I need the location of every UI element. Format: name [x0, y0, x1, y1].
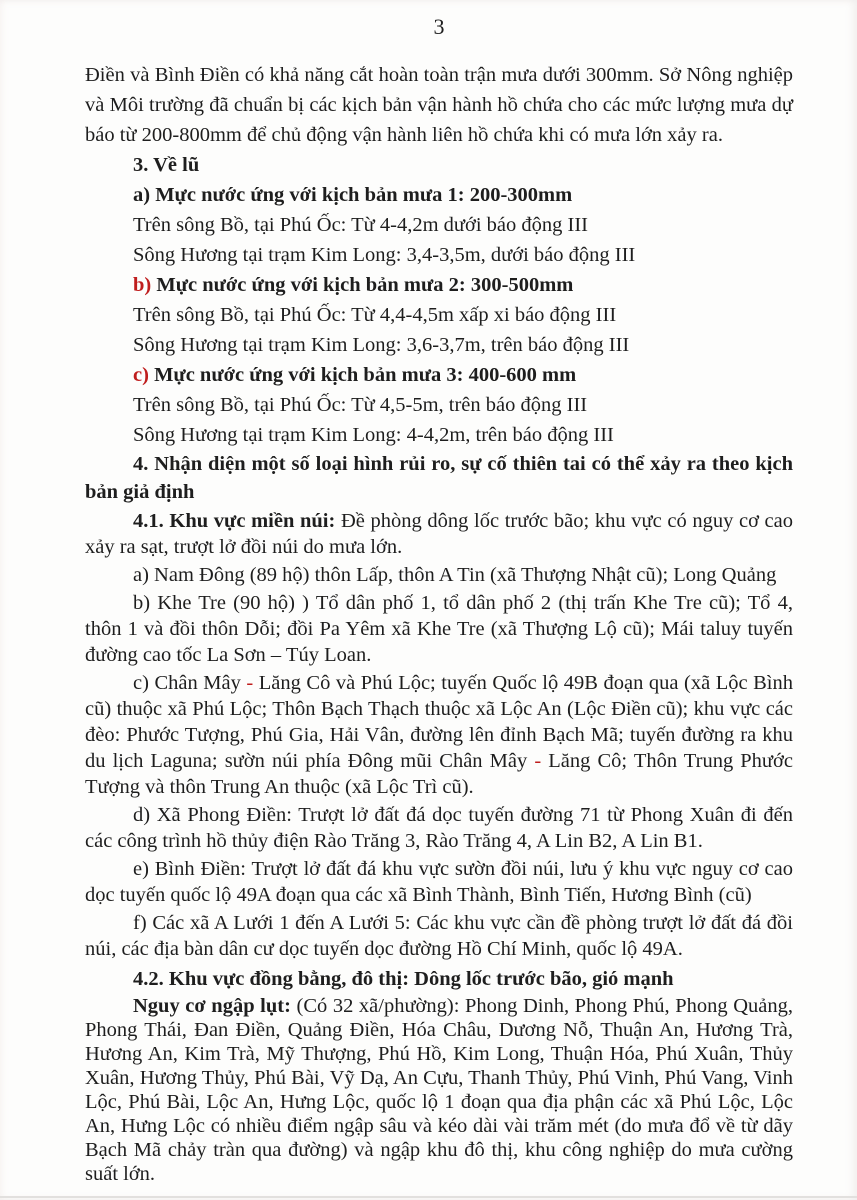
- section-4-heading: 4. Nhận diện một số loại hình rủi ro, sự cố thiên tai có thể xảy ra theo kịch bản giả định: [85, 453, 793, 503]
- section-4-1-paragraph: [85, 508, 793, 560]
- scenario-b-heading: [85, 270, 793, 300]
- section-4-1-lead: 4.1. Khu vực miền núi:: [133, 510, 336, 532]
- scan-edge: [0, 1196, 857, 1198]
- mountain-area-e: e) Bình Điền: Trượt lở đất đá khu vực sườn đồi núi, lưu ý khu vực nguy cơ cao dọc tuyến quốc lộ 49A đoạn qua các xã Bình Thành, Bình Tiến, Hương Bình (cũ): [85, 858, 793, 906]
- red-hyphen: -: [534, 750, 542, 772]
- mountain-area-c: [85, 670, 793, 800]
- mountain-area-a: a) Nam Đông (89 hộ) thôn Lấp, thôn A Tin (xã Thượng Nhật cũ); Long Quảng: [133, 564, 777, 586]
- scenario-b-label: b): [133, 274, 152, 296]
- scenario-a-song-huong: Sông Hương tại trạm Kim Long: 3,4-3,5m, dưới báo động III: [133, 244, 636, 266]
- section-4-2-heading: 4.2. Khu vực đồng bằng, đô thị: Dông lốc trước bão, gió mạnh: [133, 968, 674, 990]
- page-number: 3: [433, 14, 445, 39]
- flood-risk-body: (Có 32 xã/phường): Phong Dinh, Phong Phú, Phong Quảng, Phong Thái, Đan Điền, Quảng Điền, Hóa Châu, Dương Nỗ, Thuận An, Hương Trà, Hương An, Kim Trà, Mỹ Thượng, Phú Hồ, Kim Long, Thuận Hóa, Phú Xuân, Thủy Xuân, Hương Thủy, Phú Bài, Vỹ Dạ, An Cựu, Thanh Thủy, Phú Vinh, Phú Vang, Vinh Lộc, Phú Bài, Lộc An, Hưng Lộc, quốc lộ 1 đoạn qua địa phận các xã Phú Lộc, Lộc An, Hưng Lộc có nhiều điểm ngập sâu và kéo dài vài trăm mét (do mưa đổ về từ dãy Bạch Mã chảy tràn qua đường) và ngập khu đô thị, khu công nghiệp do mưa cường suất lớn.: [85, 995, 793, 1185]
- flood-risk-lead: Nguy cơ ngập lụt:: [133, 995, 291, 1017]
- section-4-1-body: Đề phòng dông lốc trước bão; khu vực có nguy cơ cao xảy ra sạt, trượt lở đồi núi do mưa lớn.: [85, 510, 793, 558]
- mountain-area-d: d) Xã Phong Điền: Trượt lở đất đá dọc tuyến đường 71 từ Phong Xuân đi đến các công trình hồ thủy điện Rào Trăng 3, Rào Trăng 4, A Lin B2, A Lin B1.: [85, 804, 793, 852]
- intro-paragraph: Điền và Bình Điền có khả năng cắt hoàn toàn trận mưa dưới 300mm. Sở Nông nghiệp và Môi trường đã chuẩn bị các kịch bản vận hành hồ chứa cho các mức lượng mưa dự báo từ 200-800mm để chủ động vận hành liên hồ chứa khi có mưa lớn xảy ra.: [85, 64, 793, 146]
- scenario-a-heading: a) Mực nước ứng với kịch bản mưa 1: 200-300mm: [133, 184, 573, 206]
- scenario-c-song-huong: Sông Hương tại trạm Kim Long: 4-4,2m, trên báo động III: [133, 424, 614, 446]
- flood-risk-paragraph: [85, 994, 793, 1186]
- scenario-a-song-bo: Trên sông Bồ, tại Phú Ốc: Từ 4-4,2m dưới báo động III: [133, 214, 589, 236]
- section-3-heading: 3. Về lũ: [133, 154, 200, 176]
- scenario-b-song-huong: Sông Hương tại trạm Kim Long: 3,6-3,7m, trên báo động III: [133, 334, 630, 356]
- mountain-area-f: f) Các xã A Lưới 1 đến A Lưới 5: Các khu vực cần đề phòng trượt lở đất đá đồi núi, các địa bàn dân cư dọc tuyến dọc đường Hồ Chí Minh, quốc lộ 49A.: [85, 912, 793, 960]
- area-c-text-3: Lăng Cô; Thôn Trung Phước Tượng và thôn Trung An thuộc (xã Lộc Trì cũ).: [85, 750, 793, 798]
- red-hyphen: -: [246, 672, 254, 694]
- mountain-area-b: b) Khe Tre (90 hộ) ) Tổ dân phố 1, tổ dân phố 2 (thị trấn Khe Tre cũ); Tổ 4, thôn 1 và đồi thôn Dỗi; đồi Pa Yêm xã Khe Tre (xã Thượng Lộ cũ); Mái taluy tuyến đường cao tốc La Sơn – Túy Loan.: [85, 592, 793, 666]
- scenario-c-heading: [85, 360, 793, 390]
- scenario-c-label: c): [133, 364, 149, 386]
- area-c-text-2: Lăng Cô và Phú Lộc; tuyến Quốc lộ 49B đoạn qua (xã Lộc Bình cũ) thuộc xã Phú Lộc; Thôn Bạch Thạch thuộc xã Lộc An (Lộc Điền cũ); khu vực các đèo: Phước Tượng, Phú Gia, Hải Vân, đường lên đỉnh Bạch Mã; tuyến đường ra khu du lịch Laguna; sườn núi phía Đông mũi Chân Mây: [85, 672, 793, 772]
- area-c-text-1: c) Chân Mây: [133, 672, 247, 694]
- scenario-c-heading-text: Mực nước ứng với kịch bản mưa 3: 400-600 mm: [148, 364, 577, 386]
- scenario-b-heading-text: Mực nước ứng với kịch bản mưa 2: 300-500mm: [151, 274, 574, 296]
- scenario-b-song-bo: Trên sông Bồ, tại Phú Ốc: Từ 4,4-4,5m xấp xi báo động III: [133, 304, 617, 326]
- scenario-c-song-bo: Trên sông Bồ, tại Phú Ốc: Từ 4,5-5m, trên báo động III: [133, 394, 588, 416]
